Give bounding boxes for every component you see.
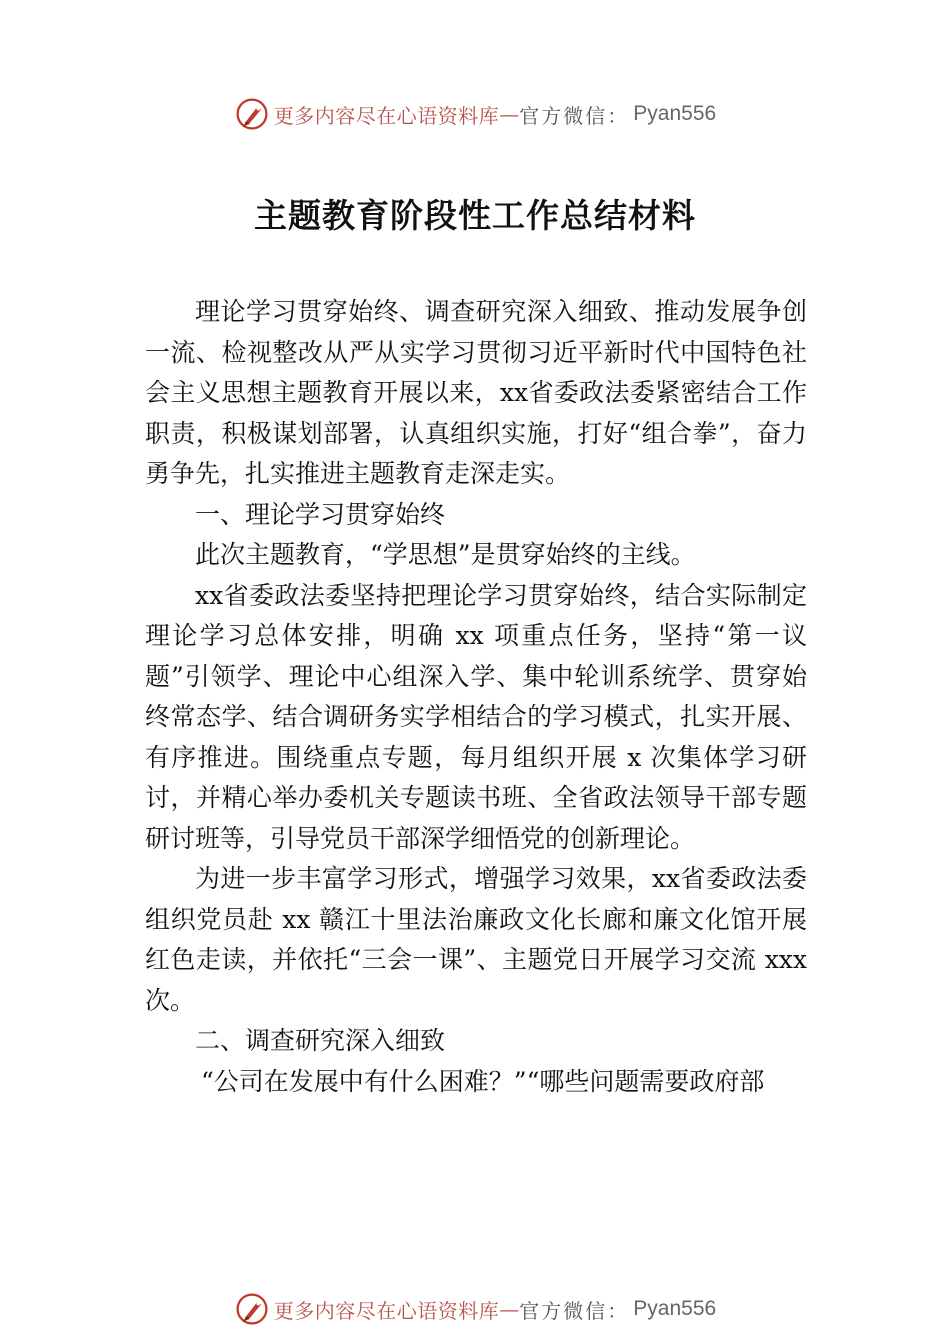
header-banner	[0, 94, 950, 134]
body-paragraph: 此次主题教育，“学思想”是贯穿始终的主线。	[195, 540, 696, 569]
banner-wechat-id: Pyan556	[633, 102, 717, 125]
document-title: 主题教育阶段性工作总结材料	[254, 196, 696, 235]
banner-dash: —	[499, 102, 520, 126]
banner-wechat-id: Pyan556	[633, 1297, 717, 1320]
banner-wechat-label: 官方微信：	[519, 103, 630, 128]
banner-dash: —	[499, 1297, 520, 1321]
banner-text: 更多内容尽在心语资料库	[273, 103, 500, 128]
footer-banner	[0, 1289, 950, 1329]
section-heading-2: 二、调查研究深入细致	[195, 1026, 446, 1055]
body-paragraph: xx省委政法委坚持把理论学习贯穿始终，结合实际制定理论学习总体安排，明确 xx 项重点任务，坚持“第一议题”引领学、理论中心组深入学、集中轮训系统学、贯穿始终常态学、结合调研务实学相结合的学习模式，扎实开展、有序推进。围绕重点专题，每月组织开展 x 次集体学习研讨，并精心举办委机关专题读书班、全省政法领导干部专题研讨班等，引导党员干部深学细悟党的创新理论。	[145, 580, 807, 853]
pen-nib-logo-icon	[234, 1291, 270, 1327]
body-paragraph: “公司在发展中有什么困难？”“哪些问题需要政府部	[201, 1066, 765, 1096]
section-heading-1: 一、理论学习贯穿始终	[195, 499, 446, 529]
banner-wechat-label: 官方微信：	[519, 1298, 630, 1323]
body-paragraph: 为进一步丰富学习形式，增强学习效果，xx省委政法委组织党员赴 xx 赣江十里法治廉政文化长廊和廉文化馆开展红色走读，并依托“三会一课”、主题党日开展学习交流 xxx 次。	[145, 864, 807, 1015]
intro-paragraph: 理论学习贯穿始终、调查研究深入细致、推动发展争创一流、检视整改从严从实学习贯彻习近平新时代中国特色社会主义思想主题教育开展以来，xx省委政法委紧密结合工作职责，积极谋划部署，认真组织实施，打好“组合拳”，奋力勇争先，扎实推进主题教育走深走实。	[145, 297, 807, 488]
pen-nib-logo-icon	[234, 96, 270, 132]
banner-text: 更多内容尽在心语资料库	[273, 1298, 500, 1323]
document-body	[145, 292, 807, 1102]
